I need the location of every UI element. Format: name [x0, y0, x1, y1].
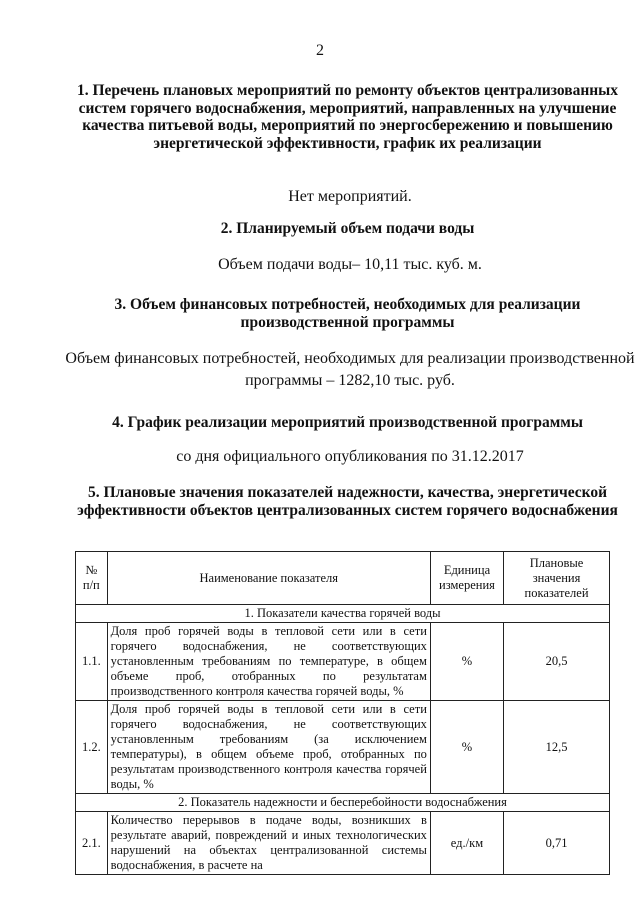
section-4-heading: 4. График реализации мероприятий производственной программы — [112, 414, 583, 431]
table-row — [76, 812, 610, 875]
section-1-text: Нет мероприятий. — [288, 188, 412, 205]
row-unit: ед./км — [430, 812, 503, 875]
row-value: 20,5 — [504, 623, 610, 701]
section-3-text: Объем финансовых потребностей, необходимых для реализации производственной программы – 1282,10 тыс. руб. — [65, 350, 635, 389]
row-num: 1.2. — [76, 701, 108, 794]
section-4-text: со дня официального опубликования по 31.12.2017 — [176, 448, 524, 465]
group-row — [76, 794, 610, 812]
header-name: Наименование показателя — [107, 552, 430, 605]
row-unit: % — [430, 623, 503, 701]
row-value: 0,71 — [504, 812, 610, 875]
indicators-table — [75, 551, 610, 875]
table-header-row — [76, 552, 610, 605]
row-value: 12,5 — [504, 701, 610, 794]
row-name: Количество перерывов в подаче воды, возникших в результате аварий, повреждений и иных технологических нарушений на объектах централизованной системы водоснабжения, в расчете на — [107, 812, 430, 875]
page-number: 2 — [316, 42, 324, 59]
section-2-heading: 2. Планируемый объем подачи воды — [220, 220, 475, 237]
group-row — [76, 605, 610, 623]
group-title: 1. Показатели качества горячей воды — [76, 605, 610, 623]
header-unit: Единица измерения — [430, 552, 503, 605]
section-5-heading: 5. Плановые значения показателей надежности, качества, энергетической эффективности объектов централизованных систем горячего водоснабжения — [77, 484, 618, 519]
header-value: Плановые значения показателей — [504, 552, 610, 605]
section-1-heading: 1. Перечень плановых мероприятий по ремонту объектов централизованных систем горячего водоснабжения, мероприятий, направленных на улучшение качества питьевой воды, мероприятий по энергосбережению и повышению энергетической эффективности, график их реализации — [76, 82, 619, 152]
group-title: 2. Показатель надежности и бесперебойности водоснабжения — [76, 794, 610, 812]
row-num: 1.1. — [76, 623, 108, 701]
table-row — [76, 623, 610, 701]
row-name: Доля проб горячей воды в тепловой сети или в сети горячего водоснабжения, не соответствующих установленным требованиям (за исключением температуры), в общем объеме проб, отобранных по результатам производственного контроля качества горячей воды, % — [107, 701, 430, 794]
row-unit: % — [430, 701, 503, 794]
header-num: № п/п — [76, 552, 108, 605]
section-3-heading: 3. Объем финансовых потребностей, необходимых для реализации производственной программы — [114, 296, 581, 331]
row-num: 2.1. — [76, 812, 108, 875]
row-name: Доля проб горячей воды в тепловой сети или в сети горячего водоснабжения, не соответствующих установленным требованиям по температуре, в общем объеме проб, отобранных по результатам производственного контроля качества горячей воды, % — [107, 623, 430, 701]
table-row — [76, 701, 610, 794]
section-2-text: Объем подачи воды– 10,11 тыс. куб. м. — [218, 256, 482, 273]
